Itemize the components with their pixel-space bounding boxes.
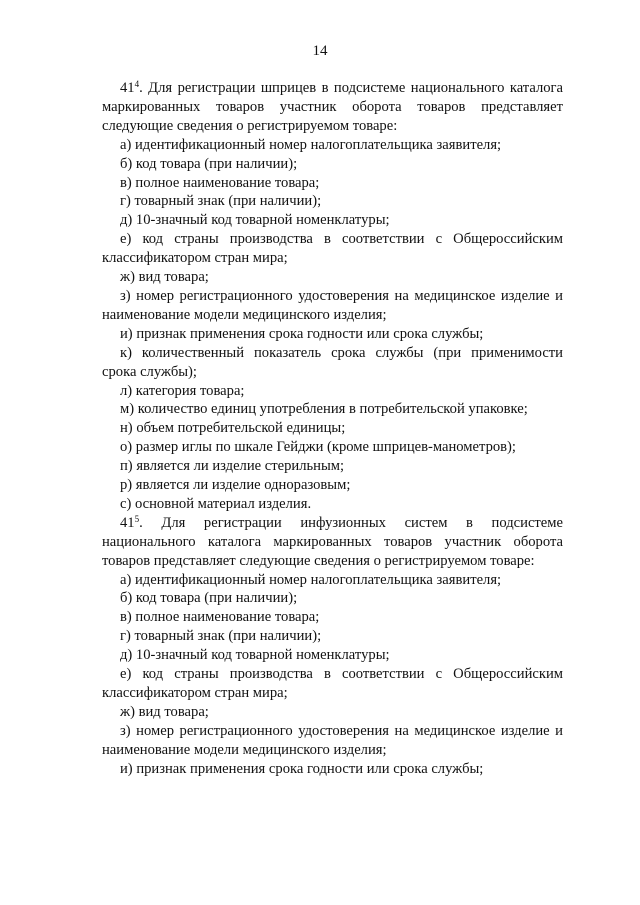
section-superscript: 5 <box>134 513 140 524</box>
section-number: 41 <box>120 80 135 96</box>
section-41-5-intro <box>102 514 563 571</box>
list-item-d: д) 10-значный код товарной номенклатуры; <box>120 212 390 229</box>
list-item-g: г) товарный знак (при наличии); <box>120 193 322 210</box>
list-item-v: в) полное наименование товара; <box>120 609 320 626</box>
list-item-i: и) признак применения срока годности или срока службы; <box>120 760 484 777</box>
list-item-k: к) количественный показатель срока службы (при применимости срока службы); <box>102 344 563 380</box>
list-item-o: о) размер иглы по шкале Гейджи (кроме шприцев-манометров); <box>120 439 516 456</box>
list-item-z: з) номер регистрационного удостоверения на медицинское изделие и наименование модели медицинского изделия; <box>102 287 563 323</box>
section-number: 41 <box>120 514 135 531</box>
list-item-v: в) полное наименование товара; <box>120 174 320 191</box>
list-item-b: б) код товара (при наличии); <box>120 155 298 172</box>
section-intro-text: . Для регистрации инфузионных систем в подсистеме национального каталога маркированных товаров участник оборота товаров представляет следующие сведения о регистрируемом товаре: <box>102 514 563 569</box>
page-number: 14 <box>312 43 328 59</box>
list-item-zh: ж) вид товара; <box>120 703 209 720</box>
section-superscript: 4 <box>134 79 140 89</box>
list-item-zh: ж) вид товара; <box>120 269 209 286</box>
list-item-e: е) код страны производства в соответствии с Общероссийским классификатором стран мира; <box>102 231 563 267</box>
list-item-i: и) признак применения срока годности или срока службы; <box>120 325 484 342</box>
list-item-b: б) код товара (при наличии); <box>120 590 298 607</box>
list-item-m: м) количество единиц употребления в потребительской упаковке; <box>120 401 528 418</box>
list-item-e: е) код страны производства в соответствии с Общероссийским классификатором стран мира; <box>102 666 563 701</box>
list-item-r: р) является ли изделие одноразовым; <box>120 477 351 494</box>
list-item-n: н) объем потребительской единицы; <box>120 420 346 437</box>
list-item-g: г) товарный знак (при наличии); <box>120 628 322 645</box>
list-item-a: а) идентификационный номер налогоплательщика заявителя; <box>120 571 502 588</box>
list-item-l: л) категория товара; <box>120 382 245 399</box>
list-item-z: з) номер регистрационного удостоверения на медицинское изделие и наименование модели медицинского изделия; <box>102 722 563 758</box>
section-intro-text: . Для регистрации шприцев в подсистеме национального каталога маркированных товаров участник оборота товаров представляет следующие сведения о регистрируемом товаре: <box>102 80 563 134</box>
list-item-a: а) идентификационный номер налогоплательщика заявителя; <box>120 136 502 153</box>
list-item-p: п) является ли изделие стерильным; <box>120 458 345 475</box>
list-item-s: с) основной материал изделия. <box>120 495 312 512</box>
list-item-d: д) 10-значный код товарной номенклатуры; <box>120 647 390 664</box>
section-41-4-intro <box>102 79 563 136</box>
document-body <box>102 79 563 779</box>
